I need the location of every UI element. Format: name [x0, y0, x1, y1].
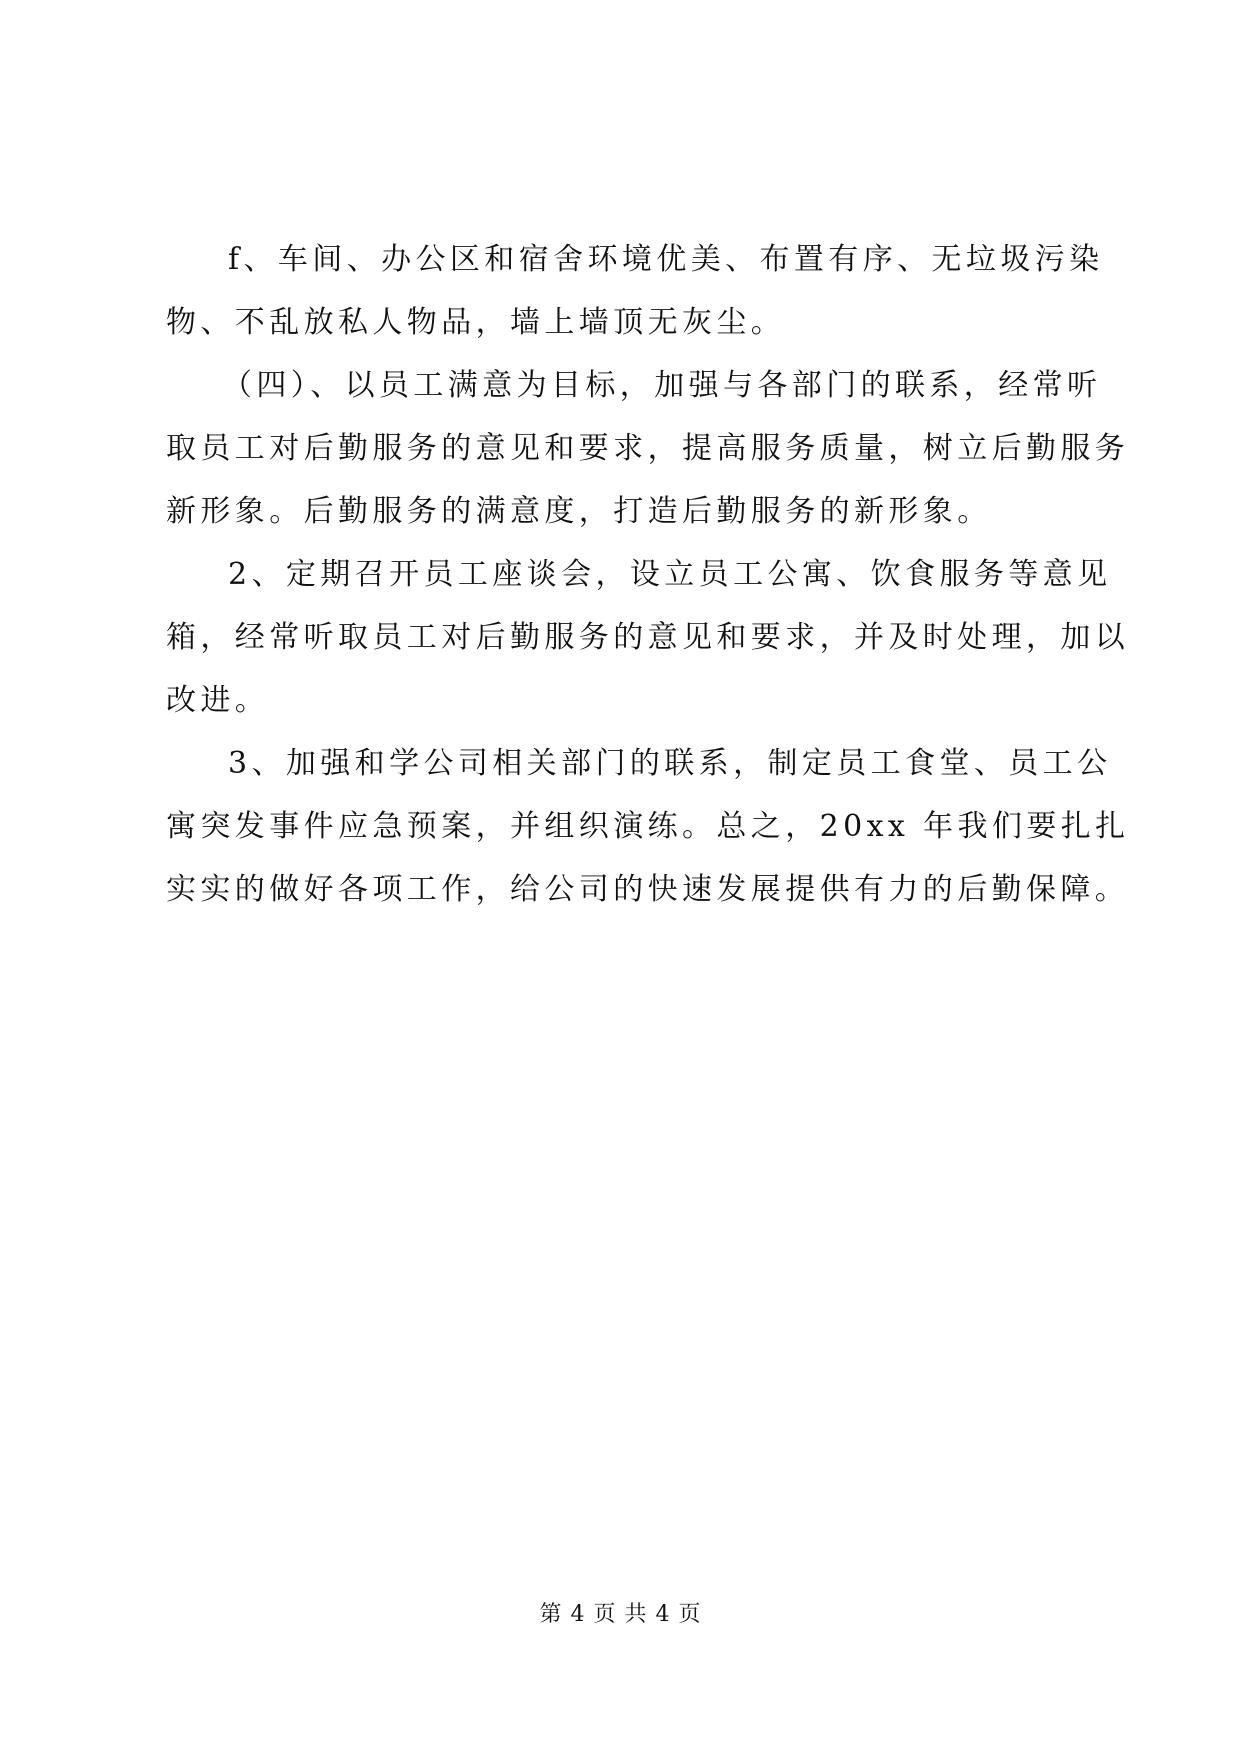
paragraph-2-line-1: 2、定期召开员工座谈会，设立员工公寓、饮食服务等意见 — [228, 557, 1112, 592]
paragraph-2-line-3: 改进。 — [166, 683, 270, 718]
paragraph-4-line-3: 新形象。后勤服务的满意度，打造后勤服务的新形象。 — [166, 494, 992, 529]
paragraph-f-line-2: 物、不乱放私人物品，墙上墙顶无灰尘。 — [166, 305, 786, 340]
paragraph-3-line-2: 寓突发事件应急预案，并组织演练。总之，20xx 年我们要扎扎 — [166, 809, 1130, 844]
document-body — [166, 228, 1130, 921]
paragraph-4-line-2: 取员工对后勤服务的意见和要求，提高服务质量，树立后勤服务 — [166, 431, 1130, 466]
paragraph-3-line-3: 实实的做好各项工作，给公司的快速发展提供有力的后勤保障。 — [166, 872, 1130, 907]
paragraph-2-line-2: 箱，经常听取员工对后勤服务的意见和要求，并及时处理，加以 — [166, 620, 1130, 655]
paragraph-4-line-1: （四）、以员工满意为目标，加强与各部门的联系，经常听 — [222, 368, 1102, 403]
paragraph-f-line-1: f、车间、办公区和宿舍环境优美、布置有序、无垃圾污染 — [228, 242, 1104, 277]
page-number-footer: 第 4 页 共 4 页 — [539, 1602, 702, 1627]
paragraph-3-line-1: 3、加强和学公司相关部门的联系，制定员工食堂、员工公 — [228, 746, 1112, 781]
